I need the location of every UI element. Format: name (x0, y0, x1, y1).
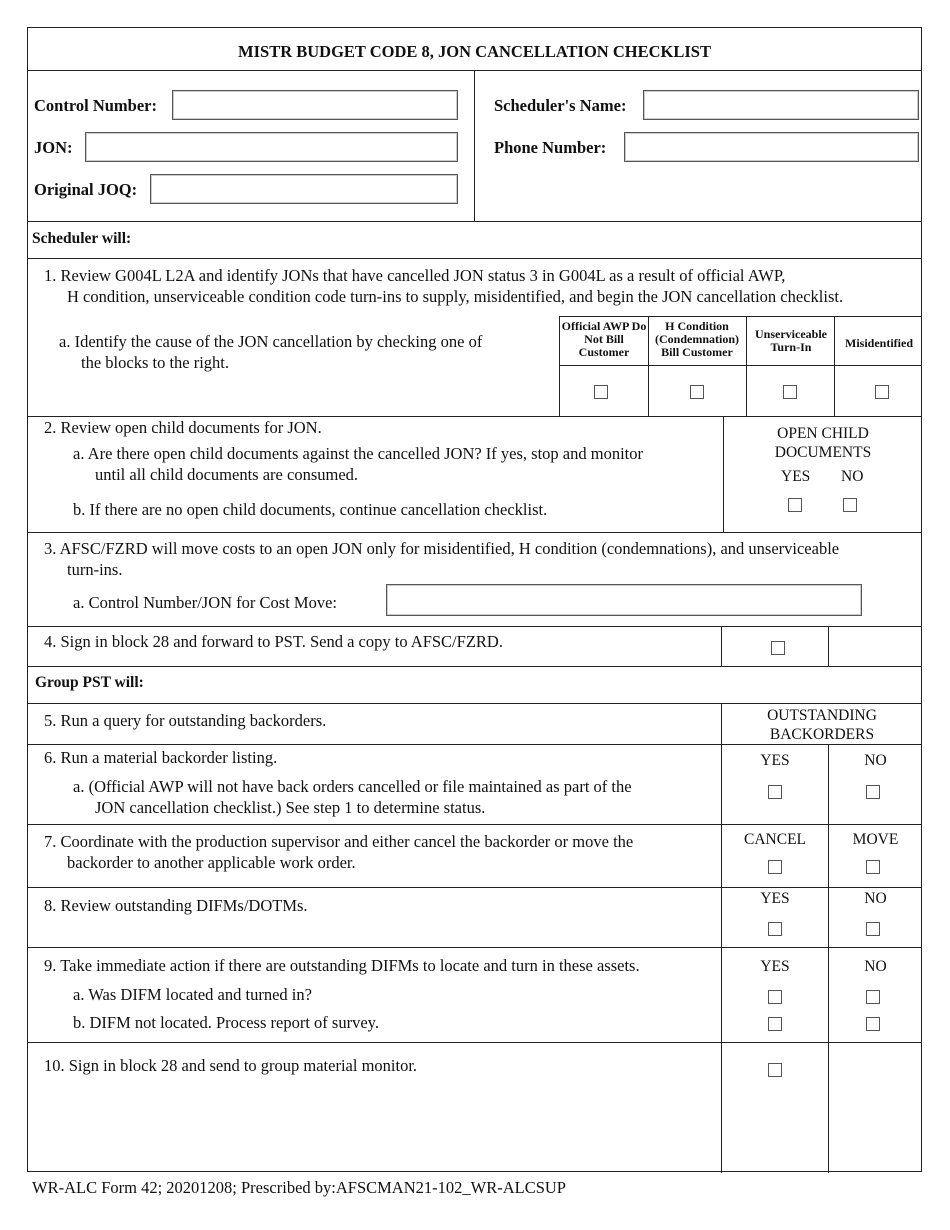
divider (28, 666, 921, 667)
step3-text-cont: turn-ins. (67, 560, 123, 579)
original-joq-label: Original JOQ: (34, 180, 138, 199)
backorder-no-checkbox[interactable] (866, 785, 880, 799)
divider (28, 626, 921, 627)
step2a-text-cont: until all child documents are consumed. (95, 465, 359, 484)
difm-review-yes-label: YES (760, 890, 790, 907)
jon-field[interactable] (85, 132, 458, 162)
misidentified-checkbox[interactable] (875, 385, 889, 399)
outstanding-backorders-heading: OUTSTANDING (767, 707, 877, 724)
difm-review-yes-checkbox[interactable] (768, 922, 782, 936)
difm-located-yes-checkbox[interactable] (768, 990, 782, 1004)
divider (28, 258, 921, 259)
divider (28, 1042, 921, 1043)
step9b-text: b. DIFM not located. Process report of survey. (73, 1013, 379, 1032)
step1a-text: a. Identify the cause of the JON cancellation by checking one of (59, 332, 483, 351)
move-backorder-checkbox[interactable] (866, 860, 880, 874)
step9a-text: a. Was DIFM located and turned in? (73, 985, 312, 1004)
difm-action-no-label: NO (864, 958, 887, 975)
outstanding-backorders-heading-cont: BACKORDERS (769, 726, 875, 743)
step1-text-cont: H condition, unserviceable condition code turn-ins to supply, misidentified, and begin the JON cancellation checklist. (67, 287, 844, 306)
phone-number-label: Phone Number: (494, 138, 607, 157)
unserviceable-checkbox[interactable] (783, 385, 797, 399)
schedulers-name-field[interactable] (643, 90, 919, 120)
divider (828, 626, 829, 666)
step5-text: 5. Run a query for outstanding backorders. (44, 711, 327, 730)
step6-text: 6. Run a material backorder listing. (44, 748, 278, 767)
divider (28, 532, 921, 533)
step4-text: 4. Sign in block 28 and forward to PST. Send a copy to AFSC/FZRD. (44, 632, 503, 651)
step2a-text: a. Are there open child documents against the cancelled JON? If yes, stop and monitor (73, 444, 643, 463)
divider (721, 703, 722, 1173)
cause-column-official-awp: Official AWP Do Not Bill Customer (561, 319, 647, 359)
open-child-no-checkbox[interactable] (843, 498, 857, 512)
step6a-text-cont: JON cancellation checklist.) See step 1 to determine status. (95, 798, 486, 817)
cancel-backorder-checkbox[interactable] (768, 860, 782, 874)
cancel-label: CANCEL (744, 831, 806, 848)
divider (28, 703, 921, 704)
form-footer: WR-ALC Form 42; 20201208; Prescribed by:AFSCMAN21-102_WR-ALCSUP (32, 1178, 566, 1197)
divider (474, 70, 475, 221)
divider (559, 365, 922, 366)
cause-column-unserviceable: Unserviceable Turn-In (755, 327, 827, 354)
open-child-no-label: NO (841, 468, 864, 485)
divider (834, 316, 835, 416)
h-condition-checkbox[interactable] (690, 385, 704, 399)
step6a-text: a. (Official AWP will not have back orders cancelled or file maintained as part of the (73, 777, 632, 796)
step9-text: 9. Take immediate action if there are outstanding DIFMs to locate and turn in these assets. (44, 956, 640, 975)
difm-review-no-label: NO (864, 890, 887, 907)
open-child-documents-heading: OPEN CHILD (777, 425, 869, 442)
divider (746, 316, 747, 416)
difm-action-yes-label: YES (760, 958, 790, 975)
control-number-label: Control Number: (34, 96, 157, 115)
step8-text: 8. Review outstanding DIFMs/DOTMs. (44, 896, 308, 915)
difm-not-located-yes-checkbox[interactable] (768, 1017, 782, 1031)
difm-review-no-checkbox[interactable] (866, 922, 880, 936)
step3-text: 3. AFSC/FZRD will move costs to an open JON only for misidentified, H condition (condemnations), and unserviceable (44, 539, 840, 558)
original-joq-field[interactable] (150, 174, 458, 204)
step3a-text: a. Control Number/JON for Cost Move: (73, 593, 337, 612)
control-number-field[interactable] (172, 90, 458, 120)
divider (559, 316, 922, 317)
step10-checkbox[interactable] (768, 1063, 782, 1077)
step10-text: 10. Sign in block 28 and send to group material monitor. (44, 1056, 418, 1075)
open-child-documents-heading-cont: DOCUMENTS (774, 444, 872, 461)
divider (28, 824, 921, 825)
divider (28, 744, 921, 745)
divider (28, 221, 921, 222)
backorder-yes-label: YES (760, 752, 790, 769)
open-child-yes-checkbox[interactable] (788, 498, 802, 512)
schedulers-name-label: Scheduler's Name: (494, 96, 627, 115)
backorder-no-label: NO (864, 752, 887, 769)
cause-column-misidentified: Misidentified (845, 336, 913, 350)
cause-column-h-condition: H Condition (Condemnation) Bill Customer (654, 319, 739, 359)
step1-text: 1. Review G004L L2A and identify JONs that have cancelled JON status 3 in G004L as a result of official AWP, (44, 266, 786, 285)
step2-text: 2. Review open child documents for JON. (44, 418, 322, 437)
group-pst-section-heading: Group PST will: (35, 674, 144, 691)
move-label: MOVE (852, 831, 899, 848)
difm-not-located-no-checkbox[interactable] (866, 1017, 880, 1031)
step7-text-cont: backorder to another applicable work order. (67, 853, 356, 872)
step2b-text: b. If there are no open child documents, continue cancellation checklist. (73, 500, 548, 519)
open-child-yes-label: YES (781, 468, 811, 485)
step7-text: 7. Coordinate with the production supervisor and either cancel the backorder or move the (44, 832, 634, 851)
cost-move-control-number-field[interactable] (386, 584, 862, 616)
backorder-yes-checkbox[interactable] (768, 785, 782, 799)
form-title: MISTR BUDGET CODE 8, JON CANCELLATION CHECKLIST (238, 42, 711, 61)
checklist-form (27, 27, 922, 1172)
step4-checkbox[interactable] (771, 641, 785, 655)
jon-label: JON: (34, 138, 73, 157)
step1a-text-cont: the blocks to the right. (81, 353, 230, 372)
official-awp-checkbox[interactable] (594, 385, 608, 399)
scheduler-section-heading: Scheduler will: (32, 230, 132, 247)
phone-number-field[interactable] (624, 132, 919, 162)
divider (28, 947, 921, 948)
difm-located-no-checkbox[interactable] (866, 990, 880, 1004)
divider (721, 626, 722, 666)
